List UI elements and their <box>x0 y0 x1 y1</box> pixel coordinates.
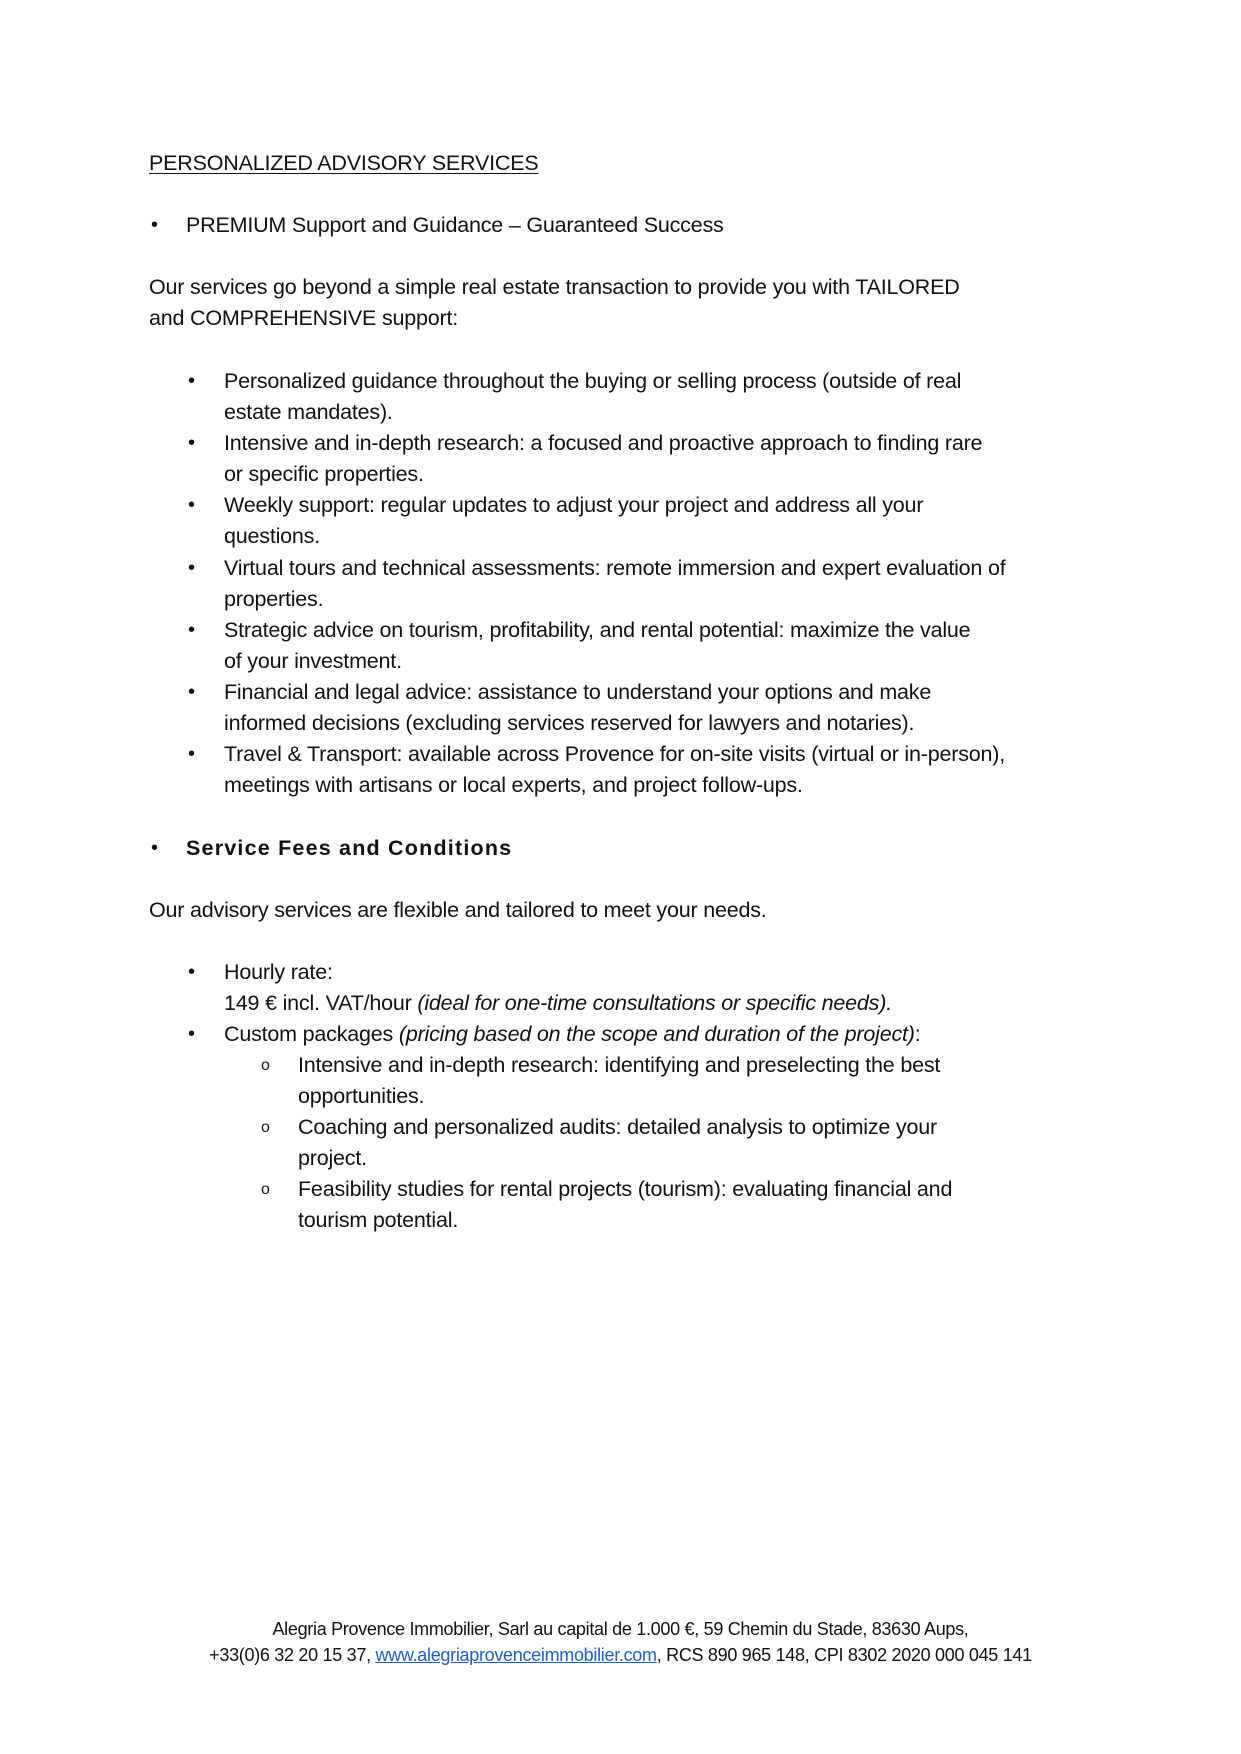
service-item-line: questions. <box>224 524 321 548</box>
service-item-line: Weekly support: regular updates to adjust your project and address all your <box>224 493 924 517</box>
package-item-line: Coaching and personalized audits: detailed analysis to optimize your <box>298 1115 937 1139</box>
package-item-line: opportunities. <box>298 1084 425 1108</box>
service-item-line: properties. <box>224 587 324 611</box>
bullet-icon: • <box>188 961 196 983</box>
footer-phone: +33(0)6 32 20 15 37, <box>209 1645 376 1665</box>
service-item-line: Travel & Transport: available across Provence for on-site visits (virtual or in-person), <box>224 742 1005 766</box>
page-title: PERSONALIZED ADVISORY SERVICES <box>149 151 539 175</box>
service-item-line: or specific properties. <box>224 462 424 486</box>
service-item-line: Virtual tours and technical assessments: remote immersion and expert evaluation of <box>224 556 1006 580</box>
service-item-line: informed decisions (excluding services reserved for lawyers and notaries). <box>224 711 915 735</box>
package-item-line: Intensive and in-depth research: identifying and preselecting the best <box>298 1053 941 1077</box>
service-item-line: Financial and legal advice: assistance to understand your options and make <box>224 680 932 704</box>
bullet-icon: • <box>188 1023 196 1045</box>
hourly-rate-line <box>224 988 892 1019</box>
circle-bullet-icon: o <box>261 1119 270 1136</box>
service-item-line: Intensive and in-depth research: a focused and proactive approach to finding rare <box>224 431 983 455</box>
bullet-icon: • <box>188 557 196 579</box>
circle-bullet-icon: o <box>261 1057 270 1074</box>
premium-heading: PREMIUM Support and Guidance – Guaranteed Success <box>186 213 724 237</box>
service-item-line: Personalized guidance throughout the buying or selling process (outside of real <box>224 369 962 393</box>
fees-intro: Our advisory services are flexible and tailored to meet your needs. <box>149 898 767 922</box>
bullet-icon: • <box>188 681 196 703</box>
bullet-icon: • <box>188 494 196 516</box>
package-item-line: project. <box>298 1146 367 1170</box>
bullet-icon: • <box>188 370 196 392</box>
colon: : <box>914 1022 921 1046</box>
bullet-icon: • <box>151 837 159 859</box>
service-item-line: Strategic advice on tourism, profitability, and rental potential: maximize the value <box>224 618 971 642</box>
hourly-rate-label: Hourly rate: <box>224 960 333 984</box>
package-item-line: Feasibility studies for rental projects (tourism): evaluating financial and <box>298 1177 953 1201</box>
bullet-icon: • <box>151 214 159 236</box>
circle-bullet-icon: o <box>261 1181 270 1198</box>
fees-heading: Service Fees and Conditions <box>186 836 513 860</box>
service-item-line: of your investment. <box>224 649 402 673</box>
footer-registration: , RCS 890 965 148, CPI 8302 2020 000 045 141 <box>656 1645 1032 1665</box>
custom-packages-line <box>224 1019 921 1050</box>
footer-contact-line <box>0 1642 1241 1668</box>
hourly-price: 149 € incl. VAT/hour <box>224 991 418 1015</box>
footer-company-info: Alegria Provence Immobilier, Sarl au capital de 1.000 €, 59 Chemin du Stade, 83630 Aups, <box>272 1619 969 1639</box>
website-link[interactable]: www.alegriaprovenceimmobilier.com <box>375 1645 657 1665</box>
service-item-line: meetings with artisans or local experts, and project follow-ups. <box>224 773 803 797</box>
hourly-note: (ideal for one-time consultations or specific needs). <box>417 991 892 1015</box>
bullet-icon: • <box>188 743 196 765</box>
package-item-line: tourism potential. <box>298 1208 459 1232</box>
custom-packages-label: Custom packages <box>224 1022 399 1046</box>
service-item-line: estate mandates). <box>224 400 393 424</box>
intro-line-1: Our services go beyond a simple real estate transaction to provide you with TAILORED <box>149 275 960 299</box>
bullet-icon: • <box>188 619 196 641</box>
intro-line-2: and COMPREHENSIVE support: <box>149 306 459 330</box>
bullet-icon: • <box>188 432 196 454</box>
custom-packages-note: (pricing based on the scope and duration of the project) <box>398 1022 915 1046</box>
